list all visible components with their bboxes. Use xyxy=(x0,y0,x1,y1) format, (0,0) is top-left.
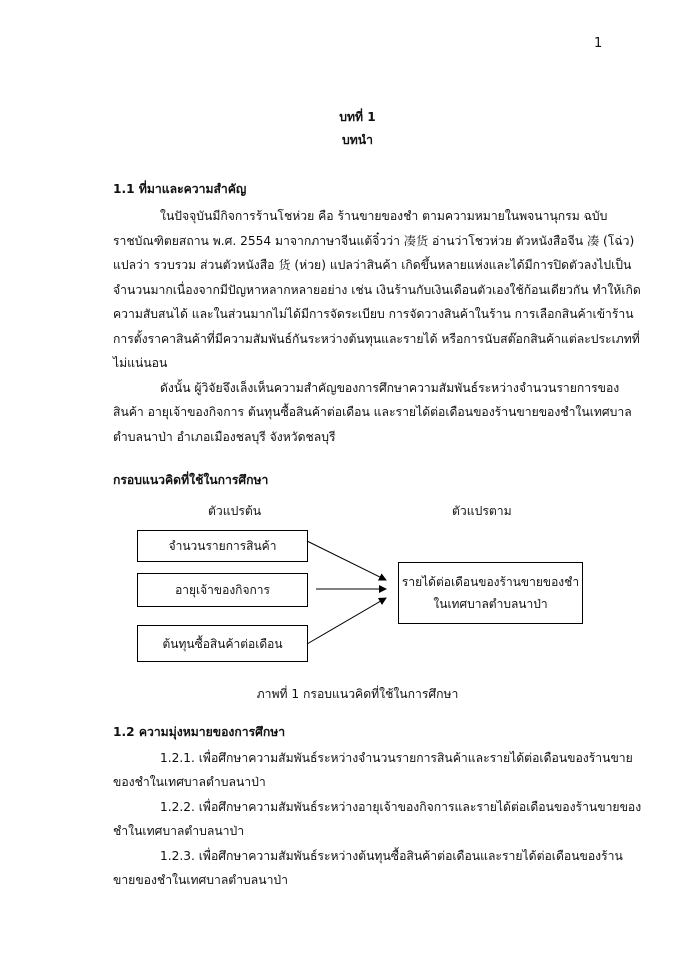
section-heading-background: 1.1 ที่มาและความสำคัญ xyxy=(113,182,247,196)
text-line: 1.2.1. เพื่อศึกษาความสัมพันธ์ระหว่างจำนวนรายการสินค้าและรายได้ต่อเดือนของร้านขาย xyxy=(160,751,633,765)
page-number: 1 xyxy=(594,36,603,51)
text-line: ชำในเทศบาลตำบลนาป่า xyxy=(113,824,245,838)
figure-caption: ภาพที่ 1 กรอบแนวคิดที่ใช้ในการศึกษา xyxy=(256,687,459,701)
text-line: สินค้า อายุเจ้าของกิจการ ต้นทุนซื้อสินค้าต่อเดือน และรายได้ต่อเดือนของร้านขายของชำในเทศบาล xyxy=(113,405,632,419)
chapter-title: บทนำ xyxy=(342,133,373,147)
text-line: ในปัจจุบันมีกิจการร้านโชห่วย คือ ร้านขายของชำ ตามความหมายในพจนานุกรม ฉบับ xyxy=(160,209,608,223)
box-label: จำนวนรายการสินค้า xyxy=(168,539,277,553)
text-line: การตั้งราคาสินค้าที่มีความสัมพันธ์กันระหว่างต้นทุนและรายได้ หรือการนับสต๊อกสินค้าแต่ละประเภทที่ xyxy=(113,332,640,346)
box-label: ในเทศบาลตำบลนาป่า xyxy=(433,597,548,611)
independent-variable-label: ตัวแปรต้น xyxy=(208,504,262,518)
text-line: ตำบลนาป่า อำเภอเมืองชลบุรี จังหวัดชลบุรี xyxy=(113,430,336,444)
arrow-icon xyxy=(307,598,386,644)
arrow-icon xyxy=(307,541,386,580)
box-label: อายุเจ้าของกิจการ xyxy=(175,583,270,597)
box-label: ต้นทุนซื้อสินค้าต่อเดือน xyxy=(162,636,283,651)
text-line: ขายของชำในเทศบาลตำบลนาป่า xyxy=(113,873,289,887)
framework-heading: กรอบแนวคิดที่ใช้ในการศึกษา xyxy=(113,473,269,487)
box-label: รายได้ต่อเดือนของร้านขายของชำ xyxy=(401,575,580,589)
text-line: ของชำในเทศบาลตำบลนาป่า xyxy=(113,775,266,789)
text-line: ไม่แน่นอน xyxy=(113,356,168,370)
section-heading-objectives: 1.2 ความมุ่งหมายของการศึกษา xyxy=(113,725,286,739)
text-line: จำนวนมากเนื่องจากมีปัญหาหลากหลายอย่าง เช่น เงินร้านกับเงินเดือนตัวเองใช้ก้อนเดียวกัน ทำให้เกิด xyxy=(113,283,641,297)
text-line: 1.2.2. เพื่อศึกษาความสัมพันธ์ระหว่างอายุเจ้าของกิจการและรายได้ต่อเดือนของร้านขายของ xyxy=(160,800,642,814)
dependent-variable-label: ตัวแปรตาม xyxy=(452,504,512,518)
text-line: ความสับสนได้ และในส่วนมากไม่ได้มีการจัดระเบียบ การจัดวางสินค้าในร้าน การเลือกสินค้าเข้าร้าน xyxy=(113,307,634,321)
text-line: 1.2.3. เพื่อศึกษาความสัมพันธ์ระหว่างต้นทุนซื้อสินค้าต่อเดือนและรายได้ต่อเดือนของร้าน xyxy=(160,849,623,863)
text-line: แปลว่า รวบรวม ส่วนตัวหนังสือ 货 (ห่วย) แปลว่าสินค้า เกิดขึ้นหลายแห่งและได้มีการปิดตัวลงไปเป็น xyxy=(113,258,632,272)
text-line: ราชบัณฑิตยสถาน พ.ศ. 2554 มาจากภาษาจีนแต้จิ๋วว่า 凑货 อ่านว่าโชวห่วย ตัวหนังสือจีน 凑 (โฉ่ว) xyxy=(113,234,635,248)
text-line: ดังนั้น ผู้วิจัยจึงเล็งเห็นความสำคัญของการศึกษาความสัมพันธ์ระหว่างจำนวนรายการของ xyxy=(160,381,620,395)
chapter-number: บทที่ 1 xyxy=(339,110,376,124)
